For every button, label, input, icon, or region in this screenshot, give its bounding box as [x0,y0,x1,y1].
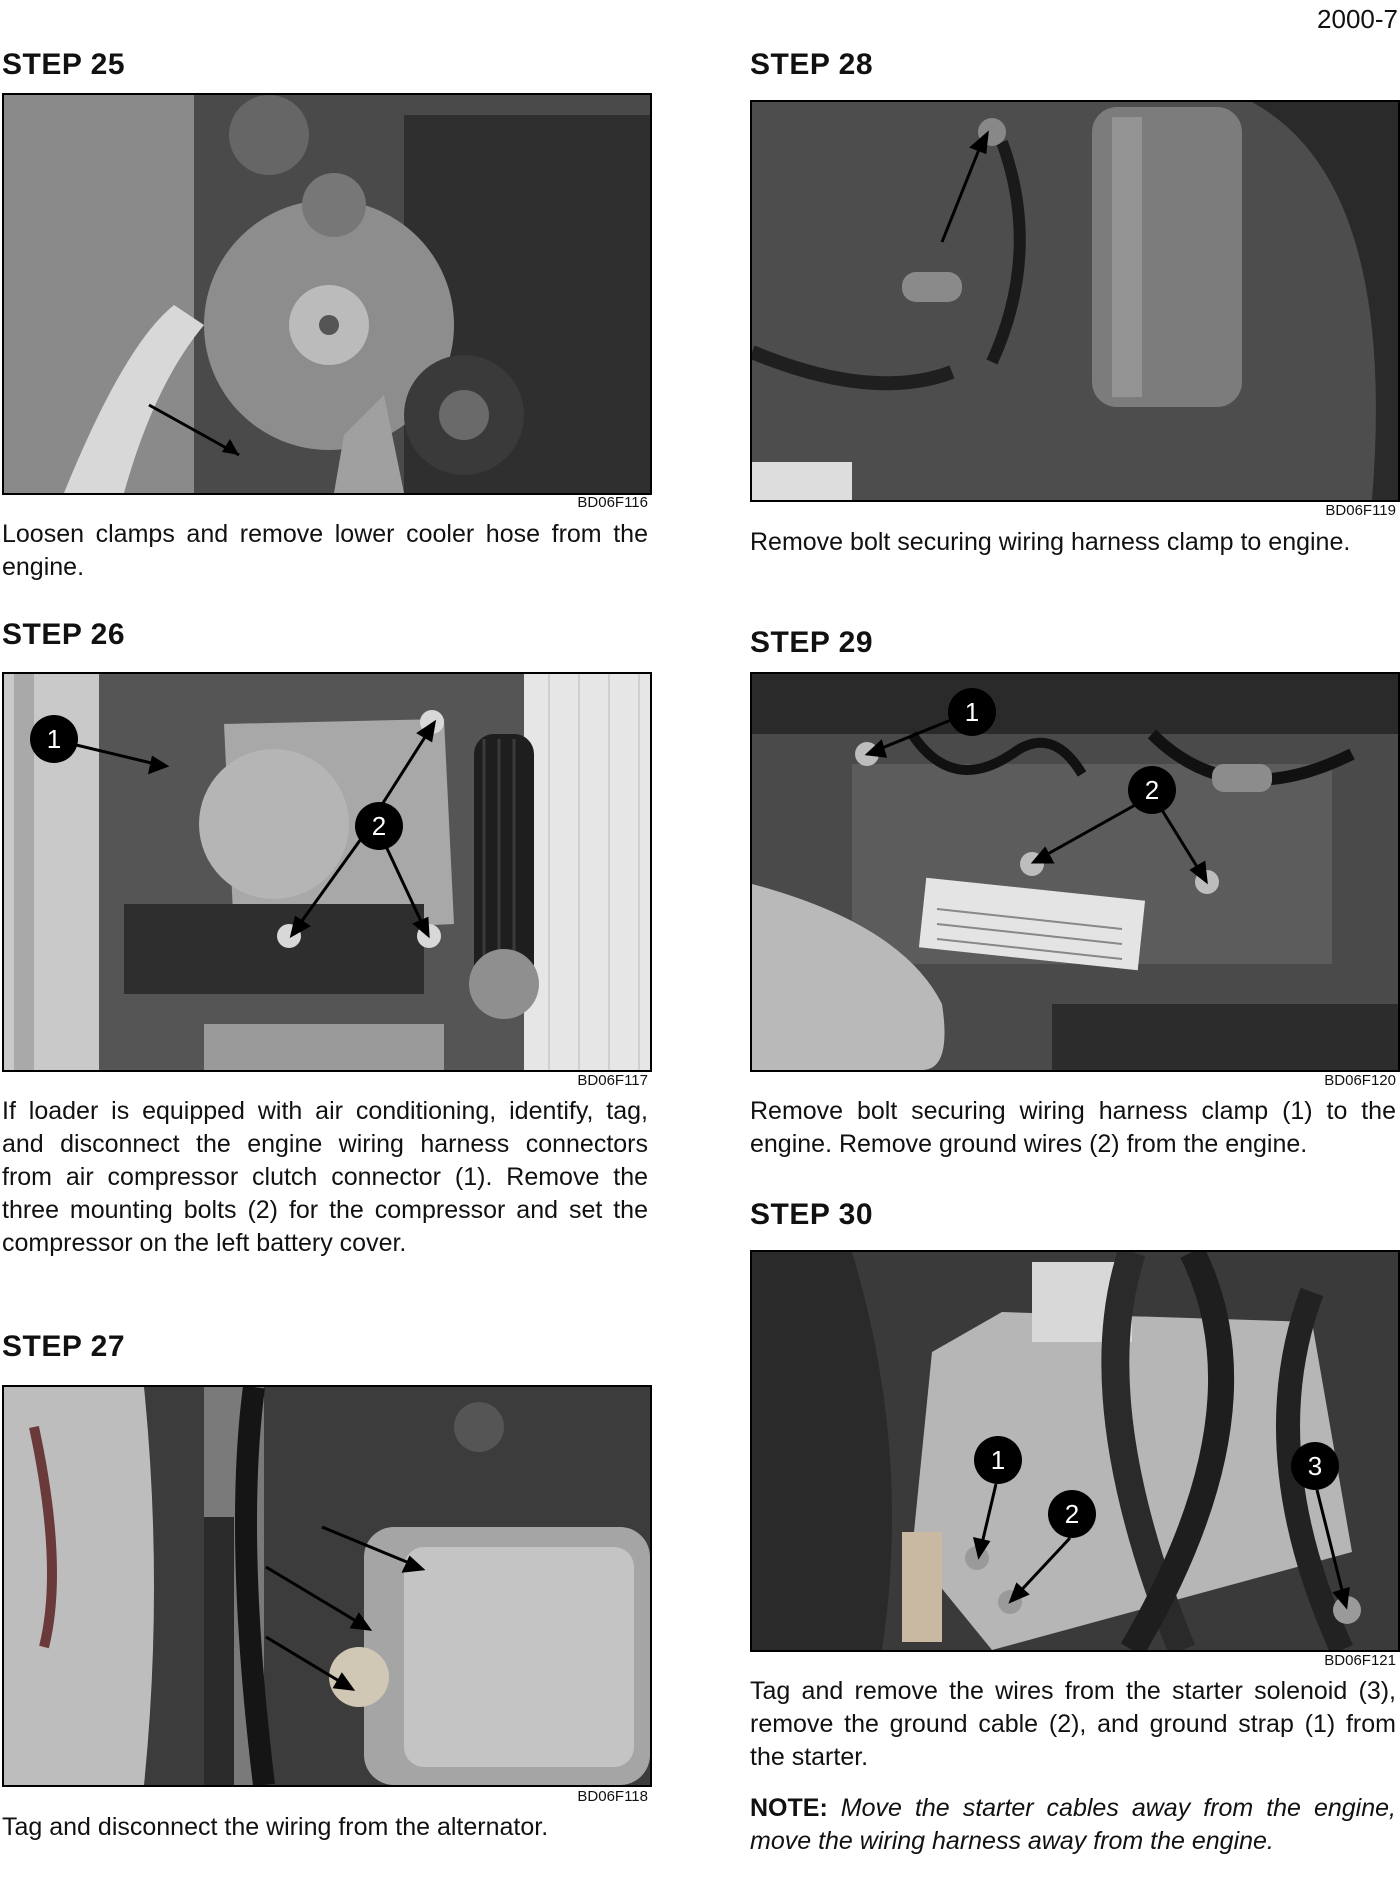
step-30-title: STEP 30 [750,1198,874,1231]
page-number: 2000-7 [1317,4,1398,34]
step-28-caption: Remove bolt securing wiring harness clamp to engine. [750,528,1351,556]
step-25-figure-code: BD06F116 [577,494,648,511]
step-25-title: STEP 25 [2,48,126,81]
step-29-callout-1: 1 [964,697,980,727]
step-30-figure-code: BD06F121 [1324,1652,1396,1669]
step-28-title: STEP 28 [750,48,874,81]
step-30-callout-1: 1 [990,1445,1006,1475]
step-26-caption: If loader is equipped with air conditioning, identify, tag, and disconnect the engine wiring harness connectors from air compressor clutch connector (1). Remove the three mounting bolts (2) for the compressor and set the compressor on the left battery cover. [2,1097,648,1257]
note-block [750,1792,1396,1858]
step-25-caption: Loosen clamps and remove lower cooler hose from the engine. [2,520,648,581]
step-27-caption: Tag and disconnect the wiring from the alternator. [2,1813,549,1841]
step-30-callout-2: 2 [1064,1499,1080,1529]
step-27-title: STEP 27 [2,1330,126,1363]
step-27-photo [2,1385,652,1787]
note-label: NOTE: [750,1794,828,1822]
step-30-caption: Tag and remove the wires from the starter solenoid (3), remove the ground cable (2), and ground strap (1) from the starter. [750,1677,1396,1771]
step-26-callout-1: 1 [46,724,62,754]
step-29-title: STEP 29 [750,626,874,659]
step-26-photo [2,672,652,1072]
step-29-callout-2: 2 [1144,775,1160,805]
step-26-callout-2: 2 [371,811,387,841]
step-30-photo [750,1250,1400,1652]
note-text: Move the starter cables away from the engine, move the wiring harness away from the engine. [750,1794,1396,1855]
step-26-title: STEP 26 [2,618,126,651]
step-25-photo [2,93,652,495]
step-30-callout-3: 3 [1307,1451,1323,1481]
step-27-figure-code: BD06F118 [577,1788,648,1805]
step-26-figure-code: BD06F117 [577,1072,648,1089]
step-29-photo [750,672,1400,1072]
step-28-photo [750,100,1400,502]
step-28-figure-code: BD06F119 [1325,502,1396,519]
step-29-figure-code: BD06F120 [1324,1072,1396,1089]
step-29-caption: Remove bolt securing wiring harness clamp (1) to the engine. Remove ground wires (2) from the engine. [750,1097,1396,1158]
